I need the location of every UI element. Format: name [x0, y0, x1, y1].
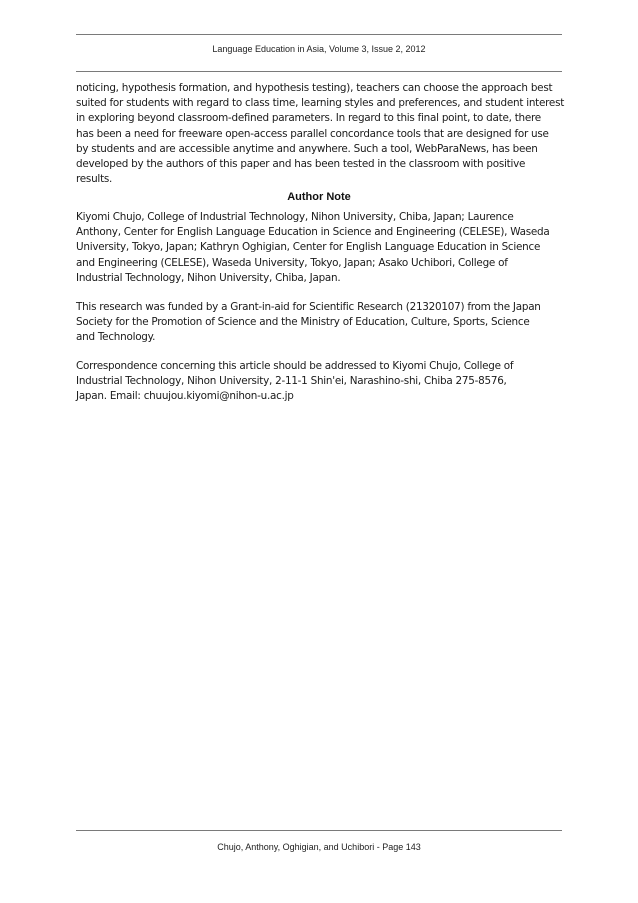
- correspondence-line: Industrial Technology, Nihon University, 2-11-1 Shin'ei, Narashino-shi, Chiba 275-8576,: [76, 375, 507, 388]
- affiliations-paragraph: [76, 210, 568, 286]
- funding-line: and Technology.: [76, 331, 156, 344]
- page-footer: Chujo, Anthony, Oghigian, and Uchibori - Page 143: [217, 842, 421, 852]
- affiliation-line: Kiyomi Chujo, College of Industrial Technology, Nihon University, Chiba, Japan; Laurence: [76, 211, 514, 223]
- correspondence-line: Japan. Email: chuujou.kiyomi@nihon-u.ac.jp: [76, 390, 294, 403]
- header-rule: [76, 71, 562, 72]
- footer-rule: [76, 830, 562, 831]
- funding-line: This research was funded by a Grant-in-aid for Scientific Research (21320107) from the Japan: [76, 301, 541, 313]
- intro-line: developed by the authors of this paper and has been tested in the classroom with positive: [76, 157, 526, 170]
- running-header: Language Education in Asia, Volume 3, Issue 2, 2012: [212, 44, 426, 54]
- funding-paragraph: [76, 300, 568, 346]
- correspondence-paragraph: [76, 359, 568, 405]
- correspondence-line: Correspondence concerning this article should be addressed to Kiyomi Chujo, College of: [76, 360, 514, 372]
- affiliation-line: University, Tokyo, Japan; Kathryn Oghigian, Center for English Language Education in Science: [76, 241, 541, 254]
- funding-line: Society for the Promotion of Science and the Ministry of Education, Culture, Sports, Science: [76, 316, 530, 329]
- intro-line: in exploring beyond classroom-defined parameters. In regard to this final point, to date, there: [76, 112, 541, 125]
- affiliation-line: Anthony, Center for English Language Education in Science and Engineering (CELESE), Waseda: [76, 226, 550, 239]
- intro-line: has been a need for freeware open-access parallel concordance tools that are designed for use: [76, 127, 549, 140]
- intro-line: by students and are accessible anytime and anywhere. Such a tool, WebParaNews, has been: [76, 142, 538, 155]
- intro-paragraph: [76, 81, 568, 187]
- top-rule: [76, 34, 562, 35]
- affiliation-line: and Engineering (CELESE), Waseda University, Tokyo, Japan; Asako Uchibori, College of: [76, 256, 508, 269]
- intro-line: results.: [76, 173, 113, 186]
- author-note-heading: Author Note: [287, 191, 351, 203]
- affiliation-line: Industrial Technology, Nihon University, Chiba, Japan.: [76, 271, 341, 284]
- intro-line: noticing, hypothesis formation, and hypothesis testing), teachers can choose the approach best: [76, 82, 553, 94]
- intro-line: suited for students with regard to class time, learning styles and preferences, and student interest: [76, 97, 565, 110]
